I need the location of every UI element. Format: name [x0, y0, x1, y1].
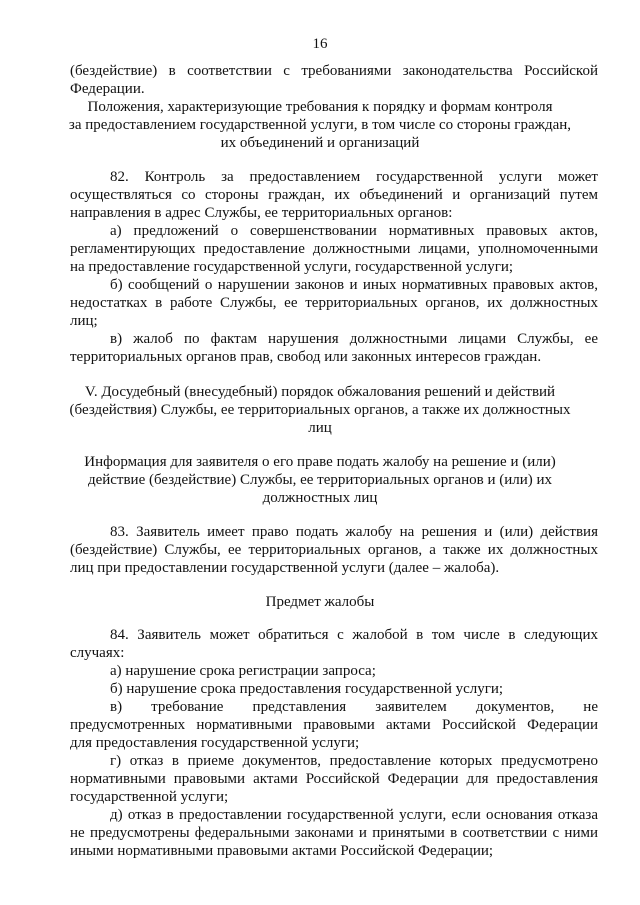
list-item-line: иными нормативными правовыми актами Российской Федерации;: [70, 843, 494, 859]
list-item-line: лиц;: [70, 313, 98, 329]
list-item-line: недостатках в работе Службы, ее территориальных органов, их должностных: [70, 295, 598, 311]
list-item-line: б) сообщений о нарушении законов и иных нормативных правовых актов,: [110, 277, 598, 293]
paragraph-line: 82. Контроль за предоставлением государственной услуги может: [110, 169, 598, 185]
list-item-line: в) требование представления заявителем документов, не: [110, 699, 598, 715]
list-item-line: для предоставления государственной услуги;: [70, 735, 360, 751]
list-item-line: д) отказ в предоставлении государственной услуги, если основания отказа: [110, 807, 598, 823]
text-line: Федерации.: [70, 81, 145, 97]
list-item-line: а) нарушение срока регистрации запроса;: [110, 663, 376, 679]
list-item-line: регламентирующих предоставление должностными лицами, уполномоченными: [70, 241, 598, 257]
list-item-line: не предусмотрены федеральными законами и принятыми в соответствии с ними: [70, 825, 598, 841]
list-item-line: предусмотренных нормативными правовыми актами Российской Федерации: [70, 717, 598, 733]
subsection-heading-line: Информация для заявителя о его праве подать жалобу на решение и (или): [84, 454, 556, 470]
list-item-line: г) отказ в приеме документов, предоставление которых предусмотрено: [110, 753, 598, 769]
section-heading-line: лиц: [308, 420, 332, 436]
list-item-line: в) жалоб по фактам нарушения должностными лицами Службы, ее: [110, 331, 598, 347]
paragraph-line: 84. Заявитель может обратиться с жалобой в том числе в следующих: [110, 627, 598, 643]
paragraph-line: 83. Заявитель имеет право подать жалобу на решения и (или) действия: [110, 524, 598, 540]
section-heading-line: V. Досудебный (внесудебный) порядок обжалования решений и действий: [84, 384, 556, 400]
section-heading-line: (бездействия) Службы, ее территориальных органов, а также их должностных: [69, 402, 571, 418]
list-item-line: б) нарушение срока предоставления государственной услуги;: [110, 681, 504, 697]
subsection-heading: Предмет жалобы: [265, 594, 375, 610]
section-heading-line: Положения, характеризующие требования к порядку и формам контроля: [87, 99, 553, 115]
paragraph-line: осуществляться со стороны граждан, их объединений и организаций путем: [70, 187, 598, 203]
paragraph-line: лиц при предоставлении государственной услуги (далее – жалоба).: [70, 560, 500, 576]
list-item-line: территориальных органов прав, свобод или законных интересов граждан.: [70, 349, 542, 365]
page-number: 16: [312, 36, 328, 52]
section-heading-line: за предоставлением государственной услуги, в том числе со стороны граждан,: [68, 117, 572, 133]
paragraph-line: случаях:: [70, 645, 125, 661]
section-heading-line: их объединений и организаций: [220, 135, 420, 151]
subsection-heading-line: должностных лиц: [262, 490, 378, 506]
subsection-heading-line: действие (бездействие) Службы, ее территориальных органов и (или) их: [87, 472, 553, 488]
list-item-line: нормативными правовыми актами Российской Федерации для предоставления: [70, 771, 598, 787]
list-item-line: на предоставление государственной услуги, государственной услуги;: [70, 259, 514, 275]
list-item-line: государственной услуги;: [70, 789, 229, 805]
paragraph-line: направления в адрес Службы, ее территориальных органов:: [70, 205, 453, 221]
list-item-line: а) предложений о совершенствовании нормативных правовых актов,: [110, 223, 598, 239]
text-line: (бездействие) в соответствии с требованиями законодательства Российской: [70, 63, 598, 79]
paragraph-line: (бездействие) Службы, ее территориальных органов, а также их должностных: [70, 542, 598, 558]
